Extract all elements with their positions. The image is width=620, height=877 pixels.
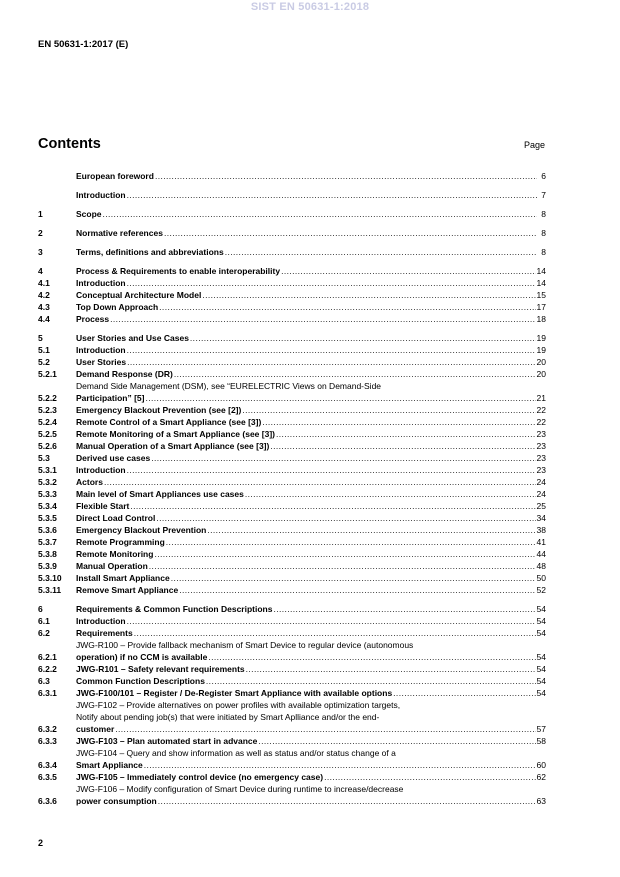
toc-entry-number: 4	[38, 266, 43, 276]
page-column-label: Page	[523, 140, 545, 150]
toc-entry-title	[76, 380, 537, 404]
toc-entry-title-text: Manual Operation of a Smart Appliance (see [3])	[76, 441, 270, 451]
dot-leader	[127, 277, 536, 289]
toc-entry[interactable]	[38, 783, 546, 807]
dot-leader	[245, 488, 536, 500]
toc-entry[interactable]	[38, 189, 546, 201]
dot-leader	[258, 735, 535, 747]
toc-entry-number: 6.3.2	[38, 724, 57, 734]
toc-entry-title	[76, 524, 537, 536]
toc-entry[interactable]	[38, 560, 546, 572]
toc-entry-title-text: Top Down Approach	[76, 302, 159, 312]
toc-entry-page: 15	[536, 290, 546, 300]
toc-entry-number: 5.2.5	[38, 429, 57, 439]
dot-leader	[276, 428, 536, 440]
toc-entry-page: 14	[536, 278, 546, 288]
toc-entry-title	[76, 500, 537, 512]
toc-entry-title-text: Introduction	[76, 345, 126, 355]
toc-entry[interactable]	[38, 277, 546, 289]
toc-entry-page: 7	[541, 190, 546, 200]
toc-entry-number: 5.3.3	[38, 489, 57, 499]
toc-entry[interactable]	[38, 289, 546, 301]
toc-entry-page: 8	[541, 209, 546, 219]
watermark: SIST EN 50631-1:2018	[250, 1, 370, 13]
toc-entry-page: 17	[536, 302, 546, 312]
toc-entry-number: 6.3.3	[38, 736, 57, 746]
dot-leader	[324, 771, 535, 783]
dot-leader	[127, 615, 536, 627]
toc-entry-title-text: Process & Requirements to enable interoperability	[76, 266, 281, 276]
toc-entry-title-text: Emergency Blackout Prevention (see [2])	[76, 405, 242, 415]
toc-entry-page: 54	[536, 688, 546, 698]
toc-entry[interactable]	[38, 170, 546, 182]
dot-leader	[149, 560, 536, 572]
dot-leader	[171, 572, 536, 584]
toc-entry[interactable]	[38, 404, 546, 416]
toc-entry-title	[76, 464, 537, 476]
toc-entry-title-text: JWG-F105 – Immediately control device (no emergency case)	[76, 772, 324, 782]
toc-entry-page: 23	[536, 429, 546, 439]
toc-entry-title	[76, 301, 537, 313]
toc-entry[interactable]	[38, 356, 546, 368]
toc-entry[interactable]	[38, 368, 546, 380]
toc-entry-number: 5.3.2	[38, 477, 57, 487]
toc-entry-number: 6.3.1	[38, 688, 57, 698]
toc-entry-number: 5.2.1	[38, 369, 57, 379]
dot-leader	[104, 476, 536, 488]
toc-entry-number: 5.2	[38, 357, 50, 367]
toc-entry-title-text: Introduction	[76, 616, 126, 626]
page-number: 2	[38, 838, 44, 848]
toc-entry-page: 20	[536, 357, 546, 367]
contents-heading: Contents	[38, 136, 101, 152]
toc-entry-title	[76, 675, 537, 687]
toc-entry[interactable]	[38, 452, 546, 464]
toc-entry-title-text: Introduction	[76, 465, 126, 475]
toc-entry-title-line: Demand Side Management (DSM), see “EURELECTRIC Views on Demand-Side	[76, 381, 382, 391]
toc-entry-number: 6.2.1	[38, 652, 57, 662]
toc-gap	[38, 239, 546, 246]
dot-leader	[159, 301, 535, 313]
toc-entry[interactable]	[38, 615, 546, 627]
dot-leader	[151, 452, 535, 464]
toc-entry-title-line: Notify about pending job(s) that were initiated by Smart Aplliance and/or the end-	[76, 712, 380, 722]
toc-entry[interactable]	[38, 428, 546, 440]
dot-leader	[270, 440, 535, 452]
toc-entry[interactable]	[38, 246, 546, 258]
toc-entry-number: 6.2.2	[38, 664, 57, 674]
toc-entry-title	[76, 536, 537, 548]
toc-entry-title-text: Derived use cases	[76, 453, 151, 463]
toc-entry-title	[76, 265, 537, 277]
toc-entry-page: 22	[536, 417, 546, 427]
toc-entry-number: 5.3.7	[38, 537, 57, 547]
toc-entry[interactable]	[38, 380, 546, 404]
toc-entry-page: 54	[536, 652, 546, 662]
toc-entry-title-text: User Stories and Use Cases	[76, 333, 189, 343]
toc-entry-title-text: Remote Monitoring	[76, 549, 154, 559]
toc-entry-title	[76, 277, 537, 289]
toc-entry-title	[76, 428, 537, 440]
dot-leader	[154, 548, 535, 560]
toc-entry-title-text: User Stories	[76, 357, 127, 367]
toc-gap	[38, 220, 546, 227]
toc-entry-title-text: Requirements & Common Function Descriptions	[76, 604, 273, 614]
toc-entry-title-text: Introduction	[76, 190, 126, 200]
dot-leader	[174, 368, 536, 380]
toc-entry-number: 4.2	[38, 290, 50, 300]
toc-entry-number: 6.3.6	[38, 796, 57, 806]
toc-entry-title	[76, 170, 538, 182]
toc-entry-page: 54	[536, 664, 546, 674]
dot-leader	[158, 795, 536, 807]
toc-entry-title	[76, 440, 537, 452]
toc-entry-number: 5.2.3	[38, 405, 57, 415]
toc-entry-title	[76, 735, 537, 747]
toc-entry-number: 5.3.11	[38, 585, 62, 595]
toc-entry-title-text: Emergency Blackout Prevention	[76, 525, 207, 535]
toc-entry-number: 6.3.4	[38, 760, 57, 770]
toc-entry-title-text: European foreword	[76, 171, 154, 181]
toc-entry-title-text: Direct Load Control	[76, 513, 156, 523]
toc-entry-title-line: power consumption	[76, 796, 157, 806]
toc-entry-number: 5.3.6	[38, 525, 57, 535]
toc-entry-title	[76, 289, 537, 301]
toc-gap	[38, 201, 546, 208]
toc-entry[interactable]	[38, 584, 546, 596]
dot-leader	[242, 404, 535, 416]
toc-entry-title	[76, 783, 537, 807]
toc-entry[interactable]	[38, 627, 546, 639]
toc-entry-page: 6	[541, 171, 546, 181]
toc-entry-number: 6.3	[38, 676, 50, 686]
toc-entry-title-text: Install Smart Appliance	[76, 573, 170, 583]
toc-entry-title	[76, 189, 538, 201]
toc-entry-title	[76, 313, 537, 325]
toc-entry-title	[76, 476, 537, 488]
toc-entry-title	[76, 615, 537, 627]
toc-entry-page: 41	[536, 537, 546, 547]
toc-entry-title	[76, 246, 538, 258]
dot-leader	[225, 246, 537, 258]
toc-entry-title-text: Scope	[76, 209, 102, 219]
toc-entry-number: 5	[38, 333, 43, 343]
toc-entry-number: 6.3.5	[38, 772, 57, 782]
dot-leader	[127, 464, 536, 476]
dot-leader	[127, 189, 537, 201]
toc-entry-title-text: Manual Operation	[76, 561, 148, 571]
dot-leader	[127, 344, 536, 356]
toc-entry[interactable]	[38, 208, 546, 220]
dot-leader	[134, 627, 536, 639]
toc-entry-number: 5.3.1	[38, 465, 57, 475]
toc-entry[interactable]	[38, 416, 546, 428]
toc-entry-title	[76, 603, 537, 615]
toc-entry-number: 5.3.8	[38, 549, 57, 559]
toc-entry-page: 24	[536, 489, 546, 499]
toc-entry-number: 6.1	[38, 616, 50, 626]
toc-entry-page: 24	[536, 477, 546, 487]
toc-entry-number: 6.2	[38, 628, 50, 638]
table-of-contents	[38, 170, 546, 807]
toc-entry-title	[76, 227, 538, 239]
toc-entry-number: 2	[38, 228, 43, 238]
toc-entry-title-line: JWG-F102 – Provide alternatives on power profiles with available optimization targets,	[76, 700, 401, 710]
toc-entry-title	[76, 344, 537, 356]
toc-entry[interactable]	[38, 675, 546, 687]
toc-entry[interactable]	[38, 265, 546, 277]
toc-entry-title	[76, 747, 537, 771]
toc-entry-page: 19	[536, 345, 546, 355]
toc-entry[interactable]	[38, 464, 546, 476]
toc-entry-title-text: JWG-R101 – Safety relevant requirements	[76, 664, 245, 674]
toc-entry-number: 6	[38, 604, 43, 614]
toc-entry[interactable]	[38, 639, 546, 663]
toc-entry-title	[76, 687, 537, 699]
toc-entry-title-line: Smart Appliance	[76, 760, 143, 770]
dot-leader	[103, 208, 537, 220]
toc-entry-title-text: Actors	[76, 477, 103, 487]
toc-entry-number: 5.3.10	[38, 573, 62, 583]
toc-entry-page: 14	[536, 266, 546, 276]
toc-entry[interactable]	[38, 344, 546, 356]
dot-leader	[273, 603, 535, 615]
toc-entry-number: 5.2.2	[38, 393, 57, 403]
toc-entry-title-text: Remote Programming	[76, 537, 165, 547]
dot-leader	[155, 170, 537, 182]
dot-leader	[145, 392, 535, 404]
dot-leader	[262, 416, 535, 428]
toc-entry-title	[76, 771, 537, 783]
toc-entry-title	[76, 416, 537, 428]
toc-entry[interactable]	[38, 512, 546, 524]
toc-entry-title	[76, 488, 537, 500]
toc-entry[interactable]	[38, 747, 546, 771]
toc-entry-page: 48	[536, 561, 546, 571]
toc-entry[interactable]	[38, 500, 546, 512]
toc-entry-title	[76, 699, 537, 735]
toc-entry-title-text: Remote Control of a Smart Appliance (see [3])	[76, 417, 262, 427]
dot-leader	[246, 663, 536, 675]
toc-entry[interactable]	[38, 476, 546, 488]
toc-entry-page: 57	[536, 724, 546, 734]
toc-entry-page: 8	[541, 247, 546, 257]
dot-leader	[206, 675, 536, 687]
dot-leader	[164, 227, 537, 239]
toc-entry-page: 54	[536, 604, 546, 614]
toc-entry-page: 54	[536, 676, 546, 686]
dot-leader	[127, 356, 535, 368]
toc-entry-page: 58	[536, 736, 546, 746]
toc-gap	[38, 258, 546, 265]
toc-entry-title-text: Normative references	[76, 228, 163, 238]
toc-entry-title	[76, 560, 537, 572]
toc-entry[interactable]	[38, 572, 546, 584]
dot-leader	[115, 723, 535, 735]
toc-entry-page: 25	[536, 501, 546, 511]
toc-entry-title	[76, 404, 537, 416]
toc-entry-page: 38	[536, 525, 546, 535]
dot-leader	[393, 687, 535, 699]
toc-entry-title	[76, 584, 537, 596]
toc-entry-title	[76, 627, 537, 639]
toc-entry[interactable]	[38, 735, 546, 747]
toc-entry-number: 5.3.5	[38, 513, 57, 523]
toc-entry-number: 5.3.9	[38, 561, 57, 571]
dot-leader	[281, 265, 535, 277]
toc-entry-page: 20	[536, 369, 546, 379]
toc-entry-page: 23	[536, 453, 546, 463]
toc-entry-number: 4.3	[38, 302, 50, 312]
dot-leader	[166, 536, 536, 548]
toc-entry-title	[76, 368, 537, 380]
toc-entry-title-text: Demand Response (DR)	[76, 369, 173, 379]
toc-entry-title	[76, 452, 537, 464]
document-id: EN 50631-1:2017 (E)	[38, 39, 129, 50]
toc-entry-page: 19	[536, 333, 546, 343]
toc-entry[interactable]	[38, 524, 546, 536]
toc-entry-title-text: Terms, definitions and abbreviations	[76, 247, 224, 257]
toc-entry-title-line: JWG-F106 – Modify configuration of Smart Device during runtime to increase/decrease	[76, 784, 404, 794]
toc-entry-page: 50	[536, 573, 546, 583]
toc-entry-title-line: customer	[76, 724, 115, 734]
dot-leader	[207, 524, 535, 536]
toc-entry[interactable]	[38, 332, 546, 344]
dot-leader	[208, 651, 535, 663]
toc-entry-page: 62	[536, 772, 546, 782]
toc-entry-page: 63	[536, 796, 546, 806]
dot-leader	[110, 313, 535, 325]
toc-entry-page: 23	[536, 441, 546, 451]
toc-entry-title-text: JWG-F100/101 – Register / De-Register Smart Appliance with available options	[76, 688, 393, 698]
toc-entry-page: 23	[536, 465, 546, 475]
toc-gap	[38, 182, 546, 189]
toc-entry-title-text: Flexible Start	[76, 501, 130, 511]
toc-entry-title-text: JWG-F103 – Plan automated start in advance	[76, 736, 258, 746]
toc-entry[interactable]	[38, 301, 546, 313]
toc-entry-number: 4.4	[38, 314, 50, 324]
toc-entry-title-text: Remote Monitoring of a Smart Appliance (see [3])	[76, 429, 275, 439]
toc-entry-number: 5.2.6	[38, 441, 57, 451]
toc-entry-title-text: Requirements	[76, 628, 133, 638]
toc-entry-title-line: operation) if no CCM is available	[76, 652, 208, 662]
toc-entry[interactable]	[38, 313, 546, 325]
toc-entry-title-text: Main level of Smart Appliances use cases	[76, 489, 244, 499]
toc-entry-title	[76, 356, 537, 368]
toc-entry-number: 4.1	[38, 278, 50, 288]
toc-entry-title-text: Remove Smart Appliance	[76, 585, 179, 595]
dot-leader	[190, 332, 536, 344]
toc-entry-title	[76, 512, 537, 524]
toc-entry[interactable]	[38, 548, 546, 560]
toc-entry-title-line: Participation” [5]	[76, 393, 145, 403]
toc-entry-title	[76, 663, 537, 675]
toc-entry-title-line: JWG-F104 – Query and show information as well as status and/or status change of a	[76, 748, 396, 758]
toc-entry-number: 3	[38, 247, 43, 257]
toc-gap	[38, 325, 546, 332]
toc-entry-title	[76, 572, 537, 584]
toc-entry-title-text: Introduction	[76, 278, 126, 288]
toc-entry-number: 1	[38, 209, 43, 219]
toc-entry[interactable]	[38, 663, 546, 675]
toc-entry-number: 5.3.4	[38, 501, 57, 511]
toc-gap	[38, 596, 546, 603]
toc-entry[interactable]	[38, 687, 546, 699]
toc-entry-page: 60	[536, 760, 546, 770]
toc-entry-number: 5.2.4	[38, 417, 57, 427]
toc-entry[interactable]	[38, 440, 546, 452]
toc-entry-title	[76, 332, 537, 344]
toc-entry[interactable]	[38, 227, 546, 239]
toc-entry-title-text: Process	[76, 314, 110, 324]
toc-entry-number: 5.3	[38, 453, 50, 463]
toc-entry-page: 21	[536, 393, 546, 403]
toc-entry[interactable]	[38, 488, 546, 500]
toc-entry-page: 54	[536, 628, 546, 638]
toc-entry-page: 22	[536, 405, 546, 415]
toc-entry-title-text: Conceptual Architecture Model	[76, 290, 202, 300]
toc-entry-title	[76, 548, 537, 560]
toc-entry-page: 18	[536, 314, 546, 324]
toc-entry-number: 5.1	[38, 345, 50, 355]
toc-entry[interactable]	[38, 536, 546, 548]
toc-entry[interactable]	[38, 699, 546, 735]
toc-entry-title-text: Common Function Descriptions	[76, 676, 205, 686]
toc-entry-page: 44	[536, 549, 546, 559]
toc-entry-page: 34	[536, 513, 546, 523]
toc-entry-title-line: JWG-R100 – Provide fallback mechanism of Smart Device to regular device (autonomous	[76, 640, 414, 650]
dot-leader	[202, 289, 535, 301]
dot-leader	[130, 500, 535, 512]
toc-entry-title	[76, 208, 538, 220]
dot-leader	[144, 759, 536, 771]
toc-entry[interactable]	[38, 603, 546, 615]
toc-entry-page: 8	[541, 228, 546, 238]
toc-entry-page: 54	[536, 616, 546, 626]
toc-entry-page: 52	[536, 585, 546, 595]
toc-entry[interactable]	[38, 771, 546, 783]
dot-leader	[179, 584, 535, 596]
dot-leader	[156, 512, 535, 524]
toc-entry-title	[76, 639, 537, 663]
